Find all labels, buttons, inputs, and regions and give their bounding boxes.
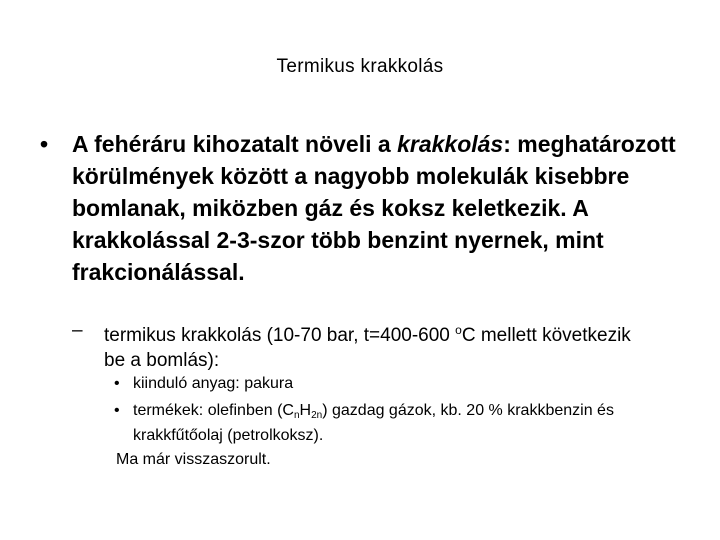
bullet-dot-icon: • bbox=[114, 375, 120, 392]
bullet-level-2 bbox=[72, 318, 652, 373]
bullet-dot-icon: • bbox=[114, 402, 120, 419]
footer-note: Ma már visszaszorult. bbox=[116, 451, 271, 468]
bullet-dot-icon: • bbox=[40, 131, 49, 157]
sub-bullet-text-after: C mellett következik be a bomlás): bbox=[104, 325, 631, 371]
sub-bullet-text-before: termikus krakkolás (10-70 bar, t=400-600 bbox=[104, 325, 456, 346]
bullet-level-1-text bbox=[72, 128, 680, 288]
bullet-level-3-item-1-text: kiinduló anyag: pakura bbox=[133, 375, 294, 392]
bullet-1-emphasis: krakkolás bbox=[397, 131, 504, 157]
bullet-level-3-item-1 bbox=[114, 374, 654, 394]
slide-title: Termikus krakkolás bbox=[276, 56, 444, 77]
bullet-level-3-item-2 bbox=[114, 401, 654, 446]
subscript-n: n bbox=[293, 410, 300, 421]
bullet-1-prefix: A fehéráru kihozatalt növeli a bbox=[72, 131, 398, 157]
degree-superscript: o bbox=[455, 323, 462, 337]
bullet-level-2-text bbox=[104, 318, 652, 373]
bullet-1-suffix: : meghatározott körülmények között a nagyobb molekulák kisebbre bomlanak, miközben gáz és koksz keletkezik. A krakkolással 2-3-szor több benzint nyernek, mint frakcionálással. bbox=[72, 131, 676, 285]
bullet-level-1 bbox=[40, 128, 680, 288]
products-text-before: termékek: olefinben (C bbox=[133, 402, 294, 419]
bullet-level-3-item-2-text bbox=[133, 401, 654, 446]
subscript-2n: 2n bbox=[311, 410, 323, 421]
dash-bullet-icon: – bbox=[72, 320, 83, 341]
products-text-after: ) gazdag gázok, kb. 20 % krakkbenzin és krakkfűtőolaj (petrolkoksz). bbox=[133, 402, 614, 444]
products-text-h: H bbox=[299, 402, 312, 419]
